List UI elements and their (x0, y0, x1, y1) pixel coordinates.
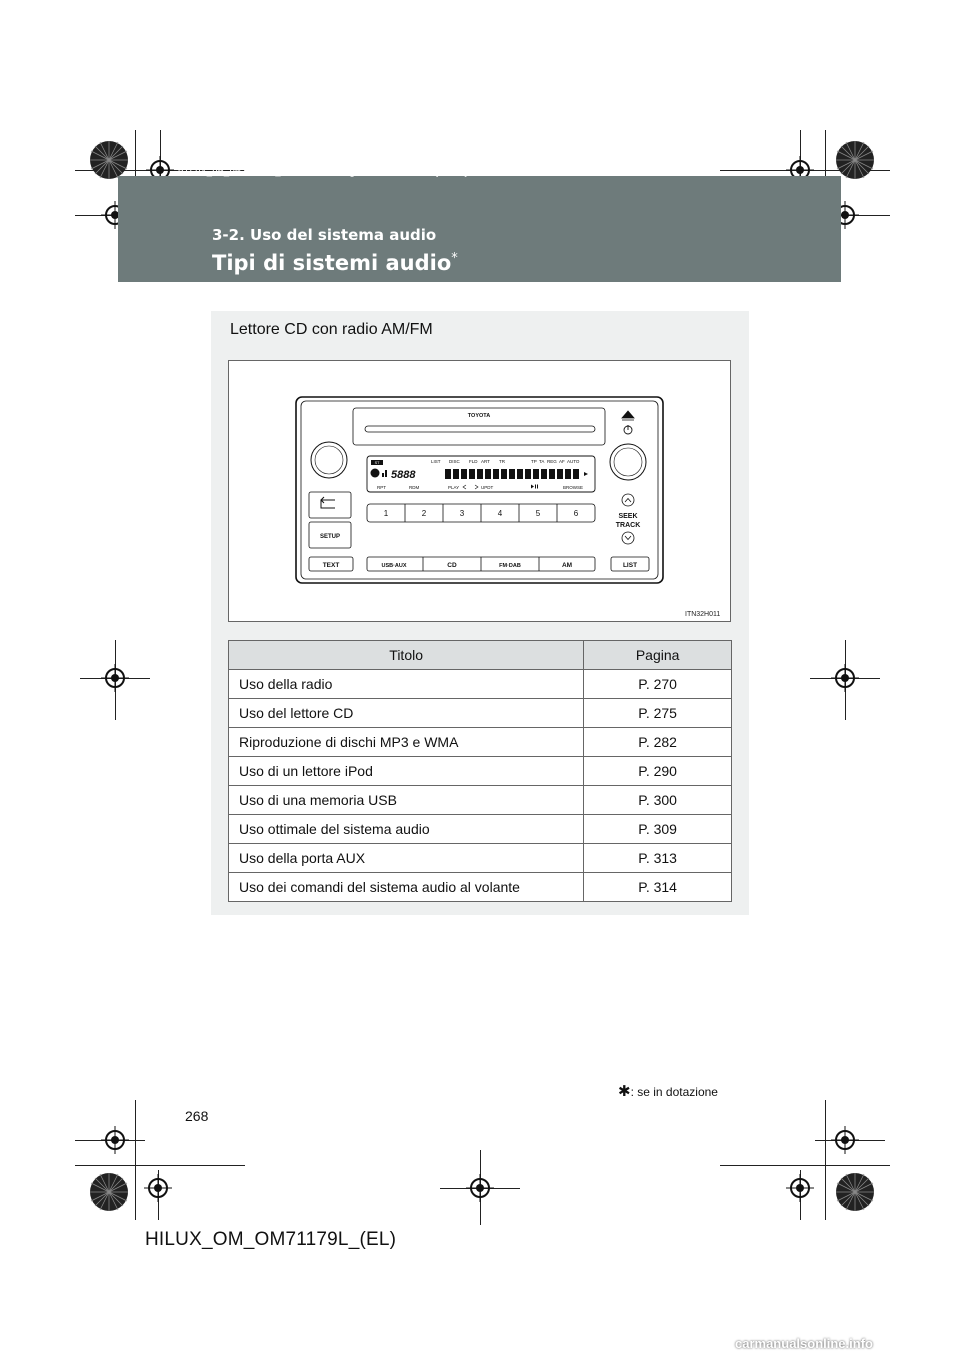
row-title: Uso di un lettore iPod (229, 757, 584, 786)
display-label-updt: UPDT (481, 485, 494, 490)
watermark: carmanualsonline.info (735, 1336, 873, 1351)
volume-knob (311, 442, 347, 478)
table-row (229, 699, 732, 728)
row-title: Uso ottimale del sistema audio (229, 815, 584, 844)
display-indicator-disc: DISC (449, 459, 460, 464)
row-page: P. 300 (584, 786, 732, 815)
column-header-title: Titolo (229, 641, 584, 670)
row-page: P. 309 (584, 815, 732, 844)
display-label-rdm: RDM (409, 485, 420, 490)
preset-button-1: 1 (383, 509, 389, 518)
track-label: TRACK (615, 522, 641, 529)
back-button (309, 492, 351, 518)
fm-dab-button-label: FM·DAB (499, 563, 521, 569)
am-button-label: AM (561, 562, 573, 569)
footnote-text: : se in dotazione (630, 1085, 718, 1099)
seek-down-button (622, 532, 634, 544)
display-indicator-list: LIST (431, 459, 441, 464)
preset-button-3: 3 (459, 509, 465, 518)
preset-button-6: 6 (573, 509, 579, 518)
panel-heading: Lettore CD con radio AM/FM (230, 321, 433, 338)
cd-button-label: CD (447, 562, 457, 569)
figure-code: ITN32H011 (685, 611, 721, 618)
audio-unit-illustration (295, 396, 664, 584)
dab-icon (371, 469, 380, 478)
row-page: P. 313 (584, 844, 732, 873)
document-id: HILUX_OM_OM71179L_(EL) (145, 1229, 397, 1250)
tune-knob (610, 444, 646, 480)
display-indicator-fld: FLD (469, 459, 478, 464)
registration-mark-icon (786, 1174, 814, 1202)
row-title: Uso dei comandi del sistema audio al volante (229, 873, 584, 902)
reference-table (228, 640, 732, 902)
display-label-play: PLAY (448, 485, 460, 490)
table-row (229, 873, 732, 902)
section-label: 3-2. Uso del sistema audio (212, 226, 437, 244)
registration-mark-icon (466, 1174, 494, 1202)
registration-mark-icon (101, 664, 129, 692)
column-header-page: Pagina (584, 641, 732, 670)
display-indicator-reg: REG (547, 459, 557, 464)
display-dot-matrix (445, 469, 579, 479)
display-indicator-ta: TA (539, 459, 545, 464)
registration-mark-icon (101, 1126, 129, 1154)
st-indicator: ST (374, 461, 380, 465)
registration-mark-icon (831, 1126, 859, 1154)
table-row (229, 844, 732, 873)
starburst-mark-icon (835, 140, 875, 180)
table-row (229, 757, 732, 786)
cd-slot (365, 426, 595, 432)
page-title-text: Tipi di sistemi audio (212, 251, 452, 275)
preset-button-4: 4 (497, 509, 503, 518)
table-header-row (229, 641, 732, 670)
row-title: Uso del lettore CD (229, 699, 584, 728)
seek-up-button (622, 494, 634, 506)
display-segment-readout: 5888 (391, 469, 416, 481)
preset-button-2: 2 (421, 509, 427, 518)
registration-mark-icon (831, 664, 859, 692)
footnote-marker: ✱ (618, 1083, 631, 1100)
row-page: P. 282 (584, 728, 732, 757)
row-page: P. 314 (584, 873, 732, 902)
seek-label: SEEK (618, 513, 638, 520)
row-page: P. 290 (584, 757, 732, 786)
row-title: Riproduzione di dischi MP3 e WMA (229, 728, 584, 757)
page-title (212, 251, 458, 275)
print-stamp: HILUX_OM_OM71179L_(EL).book Page 268 Wednesday, May 16, 2012 11:37 AM (178, 168, 573, 178)
starburst-mark-icon (835, 1172, 875, 1212)
row-title: Uso della radio (229, 670, 584, 699)
row-page: P. 270 (584, 670, 732, 699)
title-marker: * (451, 251, 458, 266)
text-button-label: TEXT (322, 562, 340, 569)
row-page: P. 275 (584, 699, 732, 728)
table-row (229, 728, 732, 757)
display-label-browse: BROWSE (563, 485, 584, 490)
table-row (229, 786, 732, 815)
setup-label: SETUP (319, 534, 341, 540)
row-title: Uso della porta AUX (229, 844, 584, 873)
display-indicator-tr: TR (499, 459, 505, 464)
row-title: Uso di una memoria USB (229, 786, 584, 815)
display-label-rpt: RPT (377, 485, 386, 490)
table-row (229, 670, 732, 699)
preset-button-5: 5 (535, 509, 541, 518)
usb-aux-button-label: USB·AUX (381, 563, 407, 569)
page-number: 268 (185, 1108, 209, 1124)
brand-logo: TOYOTA (467, 413, 491, 419)
display-indicator-af: AF (559, 459, 565, 464)
display-indicator-auto: AUTO (567, 459, 580, 464)
table-row (229, 815, 732, 844)
starburst-mark-icon (89, 140, 129, 180)
footnote (618, 1082, 718, 1100)
starburst-mark-icon (89, 1172, 129, 1212)
registration-mark-icon (144, 1174, 172, 1202)
list-button-label: LIST (622, 562, 638, 569)
display-indicator-tp: TP (531, 459, 537, 464)
display-indicator-art: ART (481, 459, 490, 464)
